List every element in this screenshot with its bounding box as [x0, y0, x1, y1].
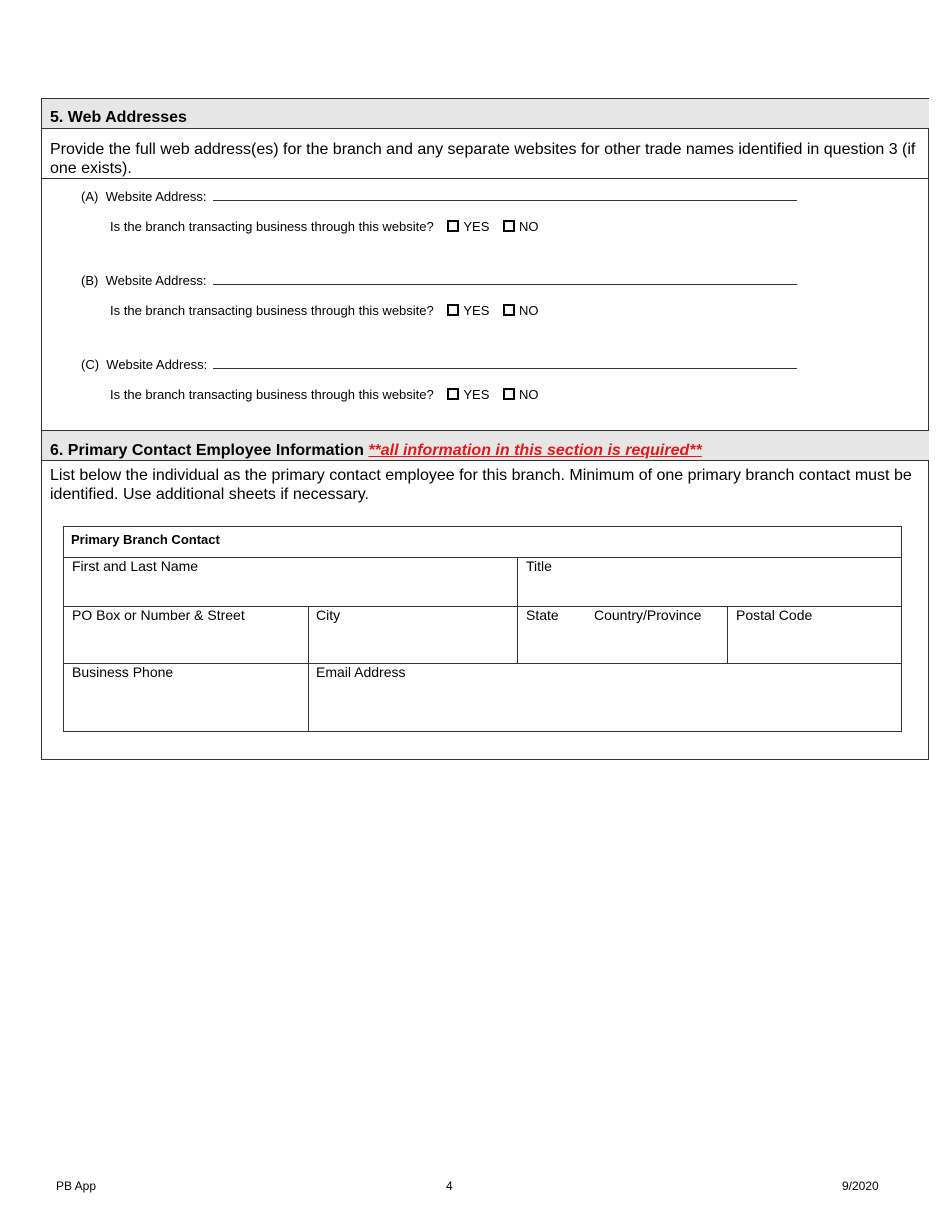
divider	[42, 178, 929, 179]
website-c-row: (C) Website Address:	[81, 356, 797, 372]
website-a-no-checkbox[interactable]	[503, 220, 515, 232]
website-b-question: Is the branch transacting business through this website? YES NO	[110, 303, 539, 318]
website-b-no-checkbox[interactable]	[503, 304, 515, 316]
table-rule	[308, 606, 309, 732]
section5-description: Provide the full web address(es) for the branch and any separate websites for other trade names identified in question 3 (if one exists).	[50, 141, 916, 177]
section6-description: List below the individual as the primary contact employee for this branch. Minimum of one primary branch contact must be identified. Use additional sheets if necessary.	[50, 467, 912, 503]
divider	[42, 128, 929, 129]
website-b-row: (B) Website Address:	[81, 272, 797, 288]
website-a-question: Is the branch transacting business through this website? YES NO	[110, 219, 539, 234]
country-province-field[interactable]: Country/Province	[594, 607, 702, 623]
website-c-field[interactable]	[213, 356, 797, 369]
first-last-name-field[interactable]: First and Last Name	[72, 558, 199, 574]
city-field[interactable]: City	[316, 607, 341, 623]
footer-page-number: 4	[446, 1179, 453, 1193]
website-a-yes-checkbox[interactable]	[447, 220, 459, 232]
website-a-row: (A) Website Address:	[81, 188, 797, 204]
title-field[interactable]: Title	[526, 558, 552, 574]
table-rule	[63, 663, 902, 664]
section6-heading: 6. Primary Contact Employee Information **all information in this section is required**	[42, 431, 929, 460]
website-c-yes-checkbox[interactable]	[447, 388, 459, 400]
business-phone-field[interactable]: Business Phone	[72, 664, 174, 680]
street-field[interactable]: PO Box or Number & Street	[72, 607, 245, 623]
required-note: **all information in this section is required**	[368, 442, 702, 459]
website-b-yes-checkbox[interactable]	[447, 304, 459, 316]
website-a-field[interactable]	[213, 188, 797, 201]
website-b-field[interactable]	[213, 272, 797, 285]
table-rule	[727, 606, 728, 664]
footer-date: 9/2020	[842, 1179, 879, 1193]
email-address-field[interactable]: Email Address	[316, 664, 406, 680]
footer-form-name: PB App	[56, 1179, 97, 1193]
section5-heading: 5. Web Addresses	[42, 99, 929, 128]
website-c-no-checkbox[interactable]	[503, 388, 515, 400]
table-rule	[517, 557, 518, 664]
state-field[interactable]: State	[526, 607, 559, 623]
divider	[42, 460, 929, 461]
table-title: Primary Branch Contact	[71, 532, 220, 547]
website-c-question: Is the branch transacting business through this website? YES NO	[110, 387, 539, 402]
postal-code-field[interactable]: Postal Code	[736, 607, 813, 623]
